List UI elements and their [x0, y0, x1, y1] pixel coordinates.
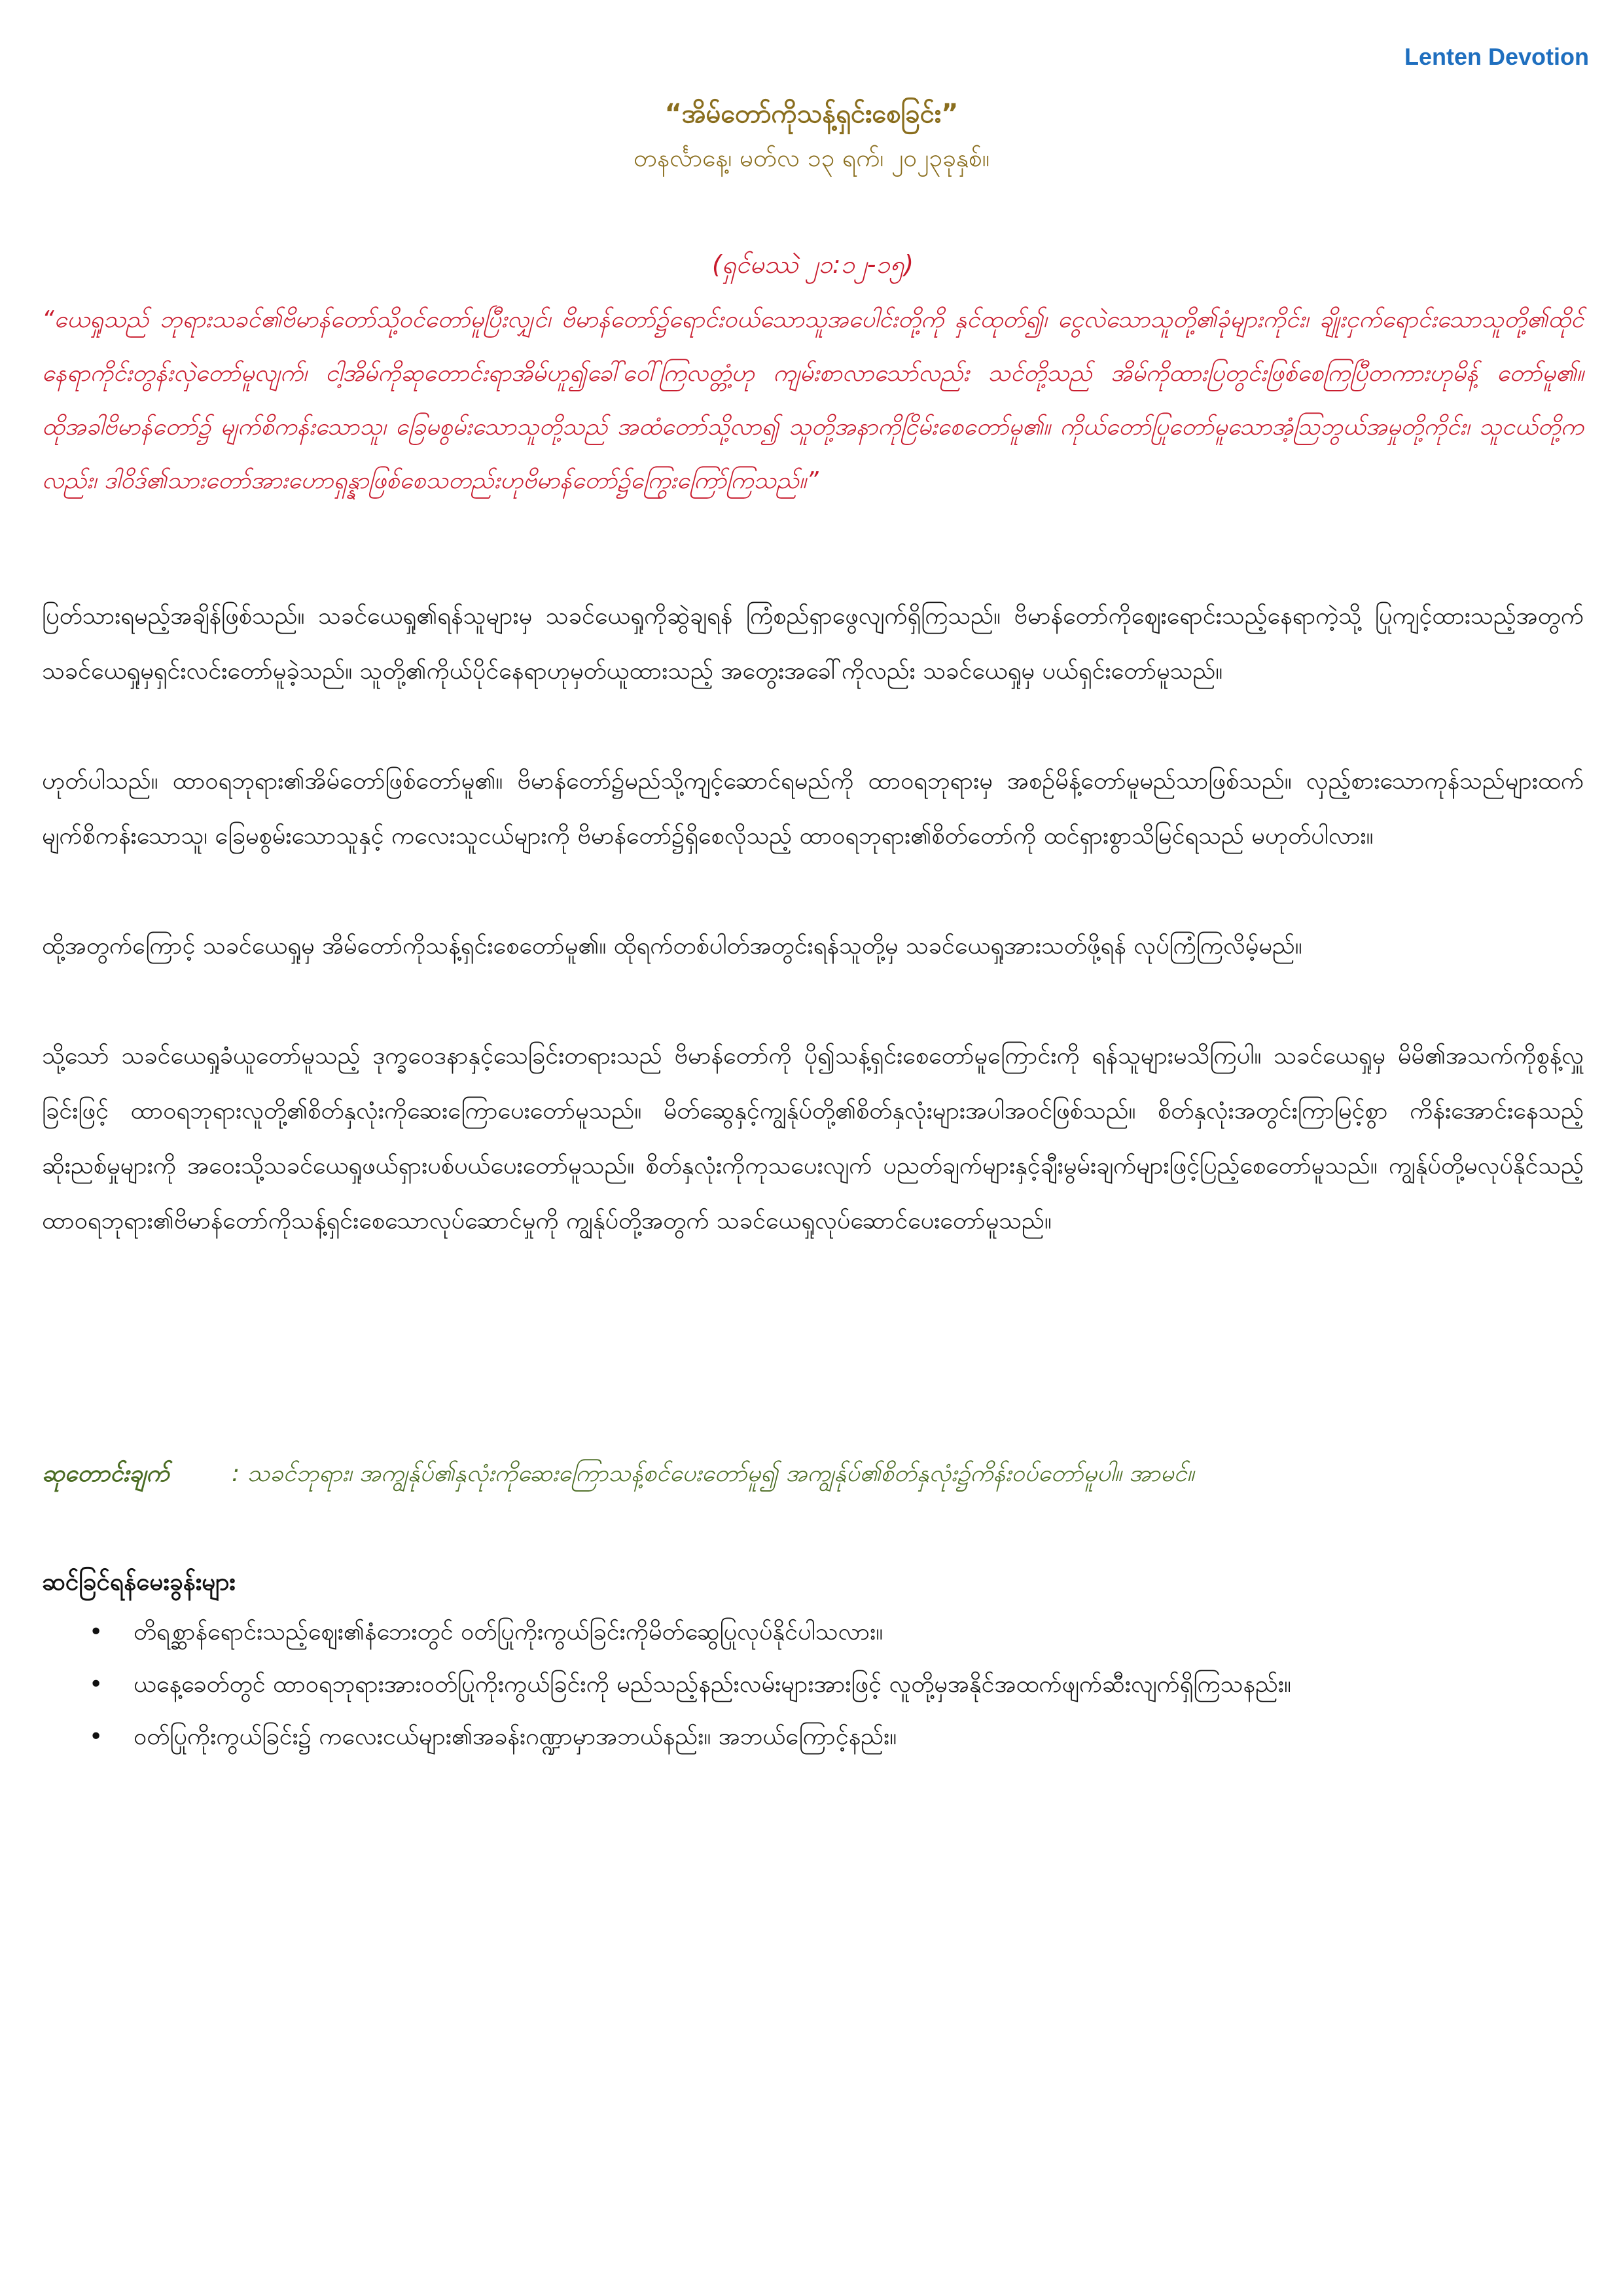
body-paragraph: ဟုတ်ပါသည်။ ထာဝရဘုရား၏အိမ်တော်ဖြစ်တော်မူ၏။ ဗိမာန်တော်၌မည်သို့ကျင့်ဆောင်ရမည်ကို ထာဝရဘုရားမှ အစဉ်မိန့်တော်မူမည်သာဖြစ်သည်။ လှည့်စားသောကုန်သည်များထက် မျက်စိကန်းသောသူ၊ ခြေမစွမ်းသောသူနှင့် ကလေးသူငယ်များကို ဗိမာန်တော်၌ရှိစေလိုသည့် ထာဝရဘုရား၏စိတ်တော်ကို ထင်ရှားစွာသိမြင်ရသည် မဟုတ်ပါလား။: [42, 768, 1584, 850]
scripture-block: [42, 243, 1584, 508]
questions-list: [42, 1606, 1584, 1763]
header-tag: Lenten Devotion: [1404, 43, 1589, 70]
body-block: [42, 589, 1584, 1304]
scripture-text: “ယေရှုသည် ဘုရားသခင်၏ဗိမာန်တော်သို့ဝင်တော်မူပြီးလျှင်၊ ဗိမာန်တော်၌ရောင်းဝယ်သောသူအပေါင်းတို့ကို နှင်ထုတ်၍၊ ငွေလဲသောသူတို့၏ခုံများကိုင်း၊ ချိုးငှက်ရောင်းသောသူတို့၏ထိုင်နေရာကိုင်းတွန်းလှဲတော်မူလျက်၊ ငါ့အိမ်ကိုဆုတောင်းရာအိမ်ဟူ၍ခေါ်ဝေါ်ကြလတ္တံ့ဟု ကျမ်းစာလာသော်လည်း သင်တို့သည် အိမ်ကိုထားပြတွင်းဖြစ်စေကြပြီတကားဟုမိန့် တော်မူ၏။ ထိုအခါဗိမာန်တော်၌ မျက်စိကန်းသောသူ၊ ခြေမစွမ်းသောသူတို့သည် အထံတော်သို့လာ၍ သူတို့အနာကိုငြိမ်းစေတော်မူ၏။ ကိုယ်တော်ပြုတော်မူသောအံ့ဩဘွယ်အမှုတို့ကိုင်း၊ သူငယ်တို့ကလည်း၊ ဒါဝိဒ်၏သားတော်အားဟောရှန္နာဖြစ်စေသတည်းဟုဗိမာန်တော်၌ကြွေးကြော်ကြသည်။”: [42, 306, 1584, 494]
bullet-icon: •: [89, 1723, 103, 1750]
bullet-icon: •: [89, 1671, 103, 1698]
body-paragraph: သို့သော် သခင်ယေရှုခံယူတော်မူသည့် ဒုက္ခဝေဒနာနှင့်သေခြင်းတရားသည် ဗိမာန်တော်ကို ပို၍သန့်ရှင်းစေတော်မူကြောင်းကို ရန်သူများမသိကြပါ။ သခင်ယေရှုမှ မိမိ၏အသက်ကိုစွန့်လှူခြင်းဖြင့် ထာဝရဘုရားလူတို့၏စိတ်နှလုံးကိုဆေးကြောပေးတော်မူသည်။ မိတ်ဆွေနှင့်ကျွန်ုပ်တို့၏စိတ်နှလုံးများအပါအဝင်ဖြစ်သည်။ စိတ်နှလုံးအတွင်းကြာမြင့်စွာ ကိန်းအောင်းနေသည့်ဆိုးညစ်မှုများကို အဝေးသို့သခင်ယေရှုဖယ်ရှားပစ်ပယ်ပေးတော်မူသည်။ စိတ်နှလုံးကိုကုသပေးလျက် ပညတ်ချက်များနှင့်ချီးမွမ်းချက်များဖြင့်ပြည့်စေတော်မူသည်။ ကျွန်ုပ်တို့မလုပ်နိုင်သည့် ထာဝရဘုရား၏ဗိမာန်တော်ကိုသန့်ရှင်းစေသောလုပ်ဆောင်မှုကို ကျွန်ုပ်တို့အတွက် သခင်ယေရှုလုပ်ဆောင်ပေးတော်မူသည်။: [42, 1043, 1584, 1234]
page-date: တနင်္လာနေ့၊ မတ်လ ၁၃ ရက်၊ ၂၀၂၃ခုနှစ်။: [633, 144, 990, 172]
list-item: [42, 1659, 1584, 1711]
question-text: ယနေ့ခေတ်တွင် ထာဝရဘုရားအားဝတ်ပြုကိုးကွယ်ခြင်းကို မည်သည့်နည်းလမ်းများအားဖြင့် လူတို့မှအနိုင်အထက်ဖျက်ဆီးလျက်ရှိကြသနည်း။: [134, 1671, 1291, 1698]
bullet-icon: •: [89, 1619, 103, 1645]
questions-block: [42, 1558, 1584, 1763]
list-item: [42, 1606, 1584, 1659]
body-paragraph: ပြတ်သားရမည့်အချိန်ဖြစ်သည်။ သခင်ယေရှု၏ရန်သူများမှ သခင်ယေရှုကိုဆွဲချရန် ကြံစည်ရှာဖွေလျက်ရှိကြသည်။ ဗိမာန်တော်ကိုဈေးရောင်းသည့်နေရာကဲ့သို့ ပြုကျင့်ထားသည့်အတွက် သခင်ယေရှုမှရှင်းလင်းတော်မူခဲ့သည်။ သူတို့၏ကိုယ်ပိုင်နေရာဟုမှတ်ယူထားသည့် အတွေးအခေါ်ကိုလည်း သခင်ယေရှုမှ ပယ်ရှင်းတော်မူသည်။: [42, 603, 1584, 685]
prayer-text: : သခင်ဘုရား၊ အကျွန်ုပ်၏နှလုံးကိုဆေးကြောသန့်စင်ပေးတော်မူ၍ အကျွန်ုပ်၏စိတ်နှလုံး၌ကိန်းဝပ်တော်မူပါ။ အာမင်။: [232, 1460, 1194, 1487]
scripture-reference: (ရှင်မဿဲ ၂၁:၁၂-၁၅): [711, 250, 914, 279]
questions-heading: ဆင်ခြင်ရန်မေးခွန်းများ: [42, 1568, 236, 1596]
body-paragraph: ထို့အတွက်ကြောင့် သခင်ယေရှုမှ အိမ်တော်ကိုသန့်ရှင်းစေတော်မူ၏။ ထိုရက်တစ်ပါတ်အတွင်းရန်သူတို့မှ သခင်ယေရှုအားသတ်ဖို့ရန် လုပ်ကြံကြလိမ့်မည်။: [42, 933, 1302, 960]
list-item: [42, 1711, 1584, 1763]
question-text: တိရစ္ဆာန်ရောင်းသည့်ဈေး၏နံဘေးတွင် ဝတ်ပြုကိုးကွယ်ခြင်းကိုမိတ်ဆွေပြုလုပ်နိုင်ပါသလား။: [134, 1619, 883, 1645]
prayer-label: ဆုတောင်းချက်: [42, 1460, 169, 1487]
title-block: [0, 92, 1623, 181]
page-title: “အိမ်တော်ကိုသန့်ရှင်းစေခြင်း”: [664, 99, 959, 129]
prayer-block: [42, 1446, 1584, 1501]
question-text: ဝတ်ပြုကိုးကွယ်ခြင်း၌ ကလေးငယ်များ၏အခန်းဂဏ္ဍာမှာအဘယ်နည်း။ အဘယ်ကြောင့်နည်း။: [134, 1723, 897, 1750]
